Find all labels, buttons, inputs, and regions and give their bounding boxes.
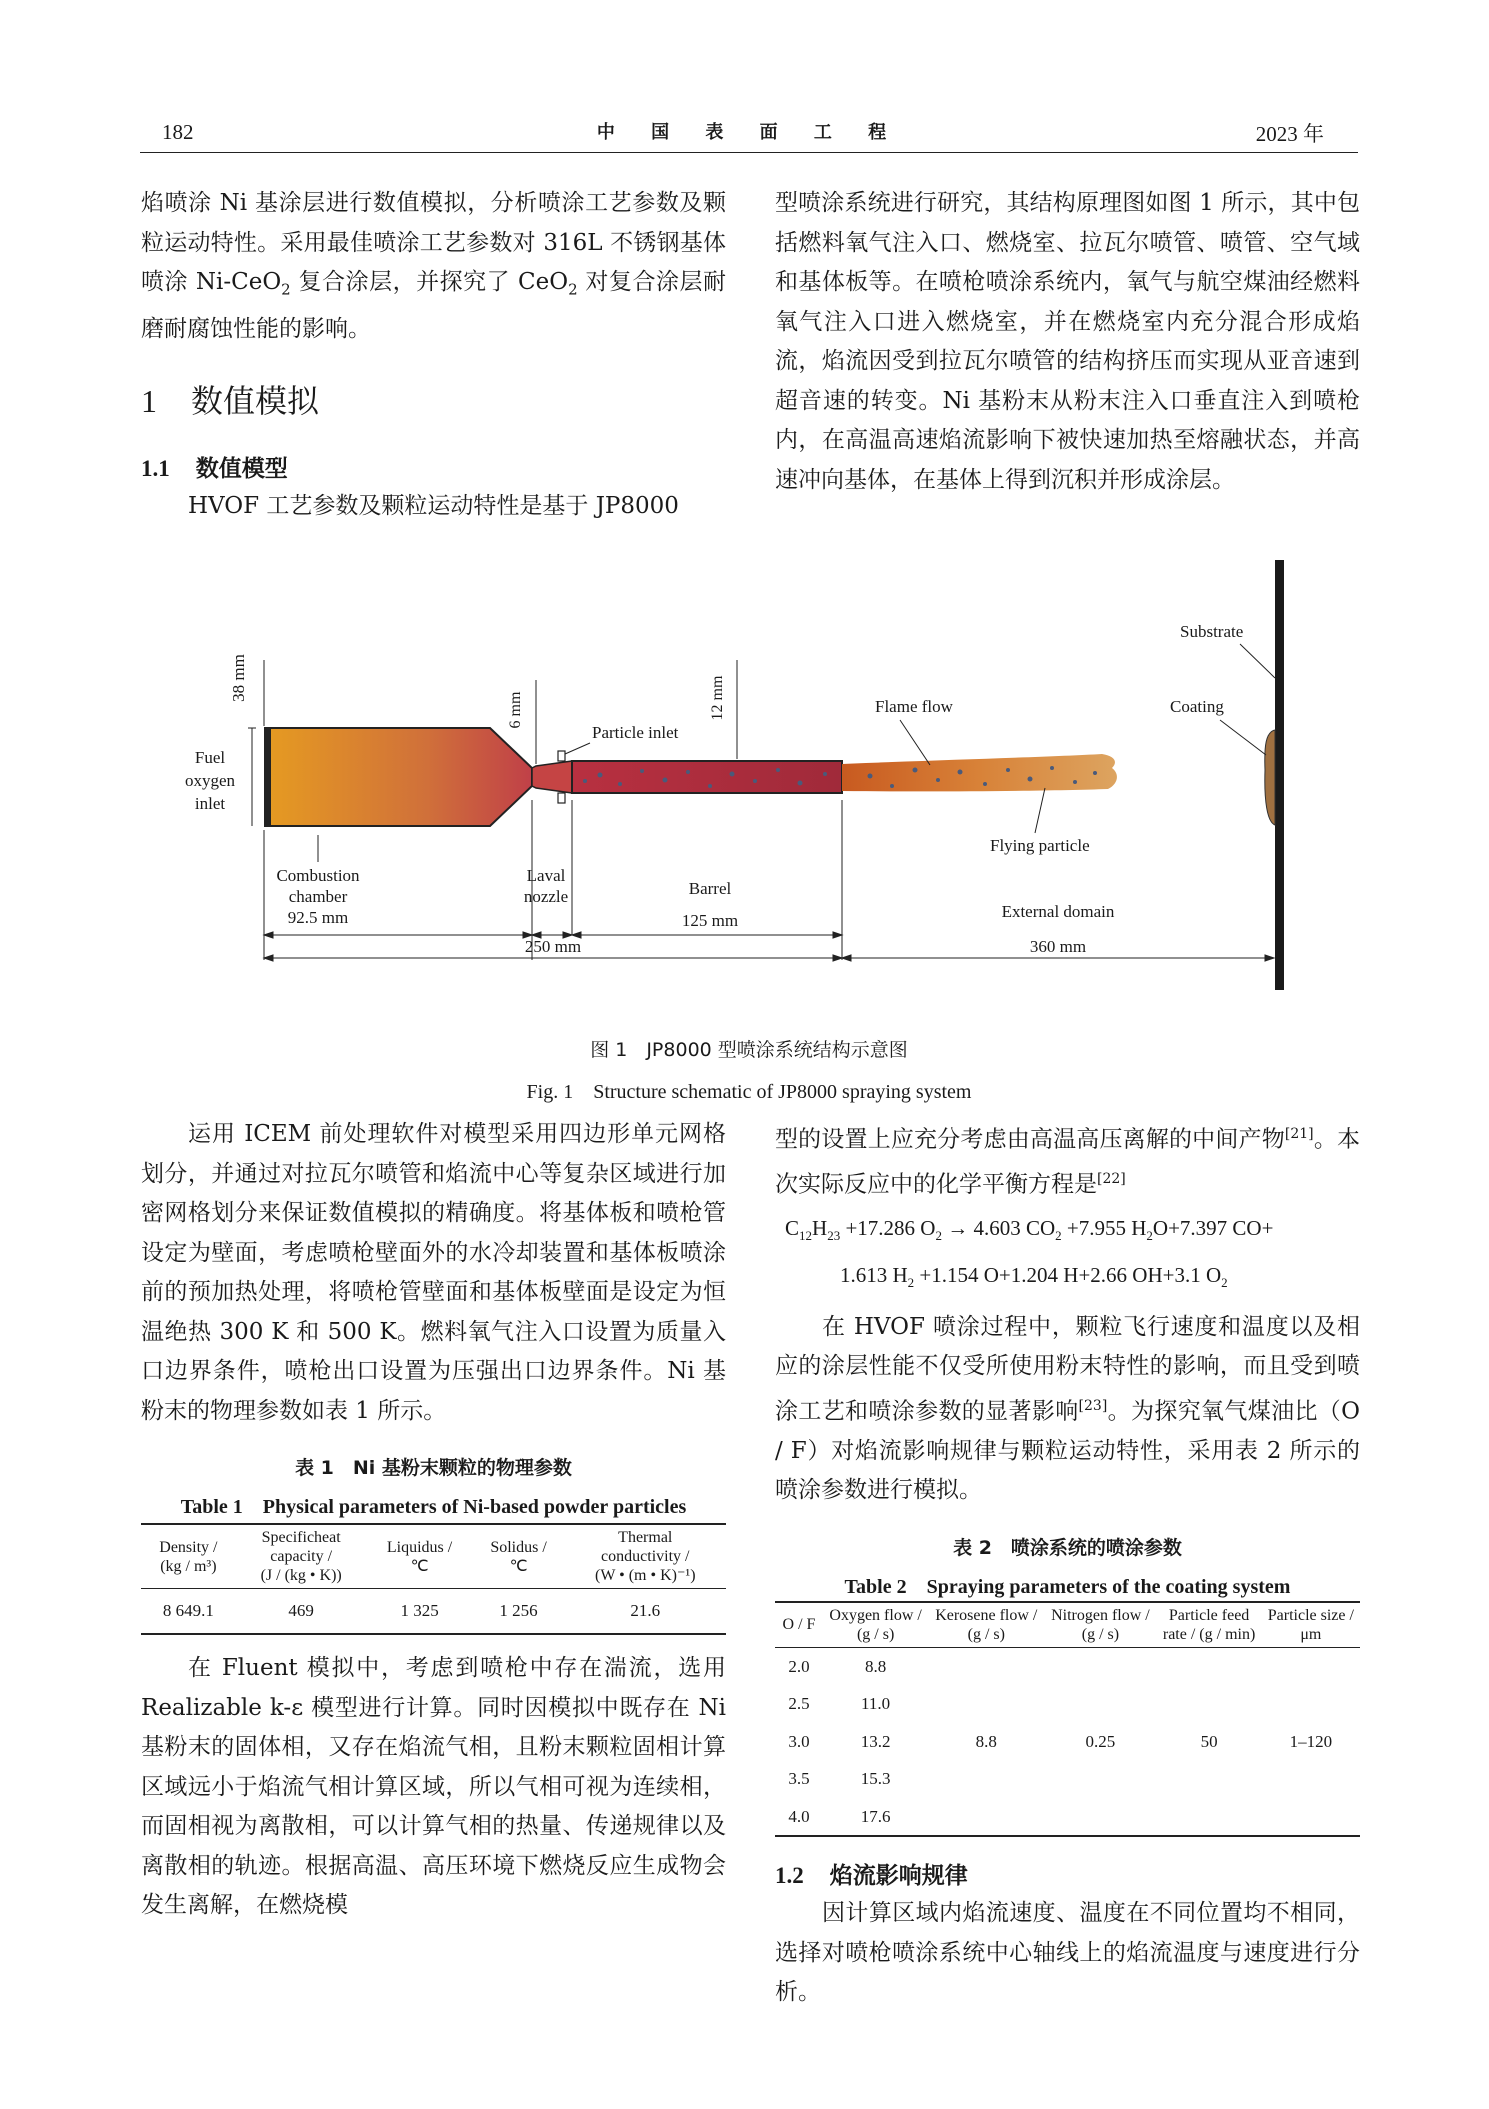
table1-caption-en: Table 1 Physical parameters of Ni-based powder particles — [180, 1496, 687, 1518]
particle-inlet-bottom — [558, 793, 565, 803]
left-column-top — [141, 184, 726, 526]
subsection-heading-1-2: 1.2 焰流影响规律 — [775, 1863, 968, 1890]
right-column-lower — [775, 1115, 1360, 2013]
right-column-top — [775, 184, 1360, 500]
substrate-plate — [1275, 560, 1284, 990]
combustion-label-1: Combustion — [276, 866, 360, 885]
fluent-paragraph: 在 Fluent 模拟中，考虑到喷枪中存在湍流，选用 Realizable k-ε 模型进行计算。同时因模拟中既存在 Ni 基粉末的固体相，又存在焰流气相，且粉末颗粒固相计算区域远小于焰流气相计算区域，所以气相可视为连续相，而固相视为离散相，可以计算气相的热量、传递规律以及离散相的轨迹。根据高温、高压环境下燃烧反应生成物会发生离解，在燃烧模 — [141, 1655, 726, 1918]
figure-caption-en: Fig. 1 Structure schematic of JP8000 spraying system — [526, 1081, 972, 1103]
flying-particle-label: Flying particle — [990, 836, 1090, 855]
table-1 — [141, 1523, 726, 1635]
mesh-paragraph: 运用 ICEM 前处理软件对模型采用四边形单元网格划分，并通过对拉瓦尔喷管和焰流中心等复杂区域进行加密网格划分来保证数值模拟的精确度。将基体板和喷枪管设定为壁面，考虑喷枪壁面外的水冷却装置和基体板喷涂前的预加热处理，将喷枪管壁面和基体板壁面是设定为恒温绝热 300 K 和 500 K。燃料氧气注入口设置为质量入口边界条件，喷枪出口设置为压强出口边界条件。Ni 基粉末的物理参数如表 1 所示。 — [141, 1121, 726, 1424]
model-paragraph: HVOF 工艺参数及颗粒运动特性是基于 JP8000 — [188, 492, 679, 519]
flame-flow-label: Flame flow — [875, 697, 953, 716]
left-column-lower — [141, 1115, 726, 1926]
barrel-label: Barrel — [688, 879, 732, 898]
t2-header-of: O / F — [782, 1616, 816, 1634]
table1-caption-cn: 表 1 Ni 基粉末颗粒的物理参数 — [295, 1457, 572, 1479]
equation-line-2: 1.613 $H_2 +1.154$ O+1.204 H+2.66 OH+3.1 $O_2$ — [840, 1262, 1228, 1290]
t2-header-size: Particle size / μm — [1267, 1606, 1354, 1643]
running-header — [140, 118, 1358, 153]
table-row: 2.5 11.0 — [788, 1694, 891, 1714]
table-row: 3.5 15.3 — [788, 1769, 891, 1789]
t2-header-feed: Particle feed rate / (g / min) — [1162, 1606, 1256, 1643]
table-row: 2.0 8.8 8.8 0.25 50 1–120 — [788, 1656, 1333, 1751]
combustion-chamber — [270, 728, 532, 826]
page-number: 182 — [162, 120, 194, 144]
flame-paragraph: 因计算区域内焰流速度、温度在不同位置均不相同，选择对喷枪喷涂系统中心轴线上的焰流温度与速度进行分析。 — [775, 1900, 1360, 2006]
coating-layer — [1265, 730, 1275, 825]
t1-header-heat: Specificheat capacity / (J / (kg • K)) — [260, 1529, 342, 1584]
section-heading-1: 1 数值模拟 — [141, 381, 320, 420]
combustion-label-2: chamber — [288, 887, 348, 906]
dim-125mm: 125 mm — [681, 911, 739, 930]
dim-250mm: 250 mm — [524, 937, 582, 956]
figure-caption-cn: 图 1 JP8000 型喷涂系统结构示意图 — [590, 1039, 908, 1061]
dim-6mm: 6 mm — [507, 691, 524, 729]
particle-inlet-top — [558, 751, 565, 761]
table-row: 8 649.1 469 1 325 1 256 21.6 — [162, 1601, 661, 1620]
particle-inlet-label: Particle inlet — [592, 723, 679, 742]
table-row: 3.0 13.2 — [788, 1731, 891, 1751]
combustion-label-3: 92.5 mm — [287, 908, 349, 927]
figure-1-schematic — [180, 560, 1310, 990]
laval-label-2: nozzle — [523, 887, 569, 906]
system-paragraph: 型喷涂系统进行研究，其结构原理图如图 1 所示，其中包括燃料氧气注入口、燃烧室、拉瓦尔喷管、喷管、空气域和基体板等。在喷枪喷涂系统内，氧气与航空煤油经燃料氧气注入口进入燃烧室，并在燃烧室内充分混合形成焰流，焰流因受到拉瓦尔喷管的结构挤压而实现从亚音速到超音速的转变。Ni 基粉末从粉末注入口垂直注入到喷枪内，在高温高速焰流影响下被快速加热至熔融状态，并高速冲向基体，在基体上得到沉积并形成涂层。 — [775, 190, 1360, 493]
dim-12mm: 12 mm — [709, 675, 726, 721]
flame-flow — [842, 754, 1117, 791]
table-row: 4.0 17.6 — [788, 1806, 891, 1826]
t1-header-density: Density / (kg / m³) — [159, 1538, 218, 1575]
laval-nozzle — [532, 761, 572, 793]
equation-intro: 型的设置上应充分考虑由高温高压离解的中间产物[21]。本次实际反应中的化学平衡方程是[22] — [775, 1126, 1361, 1198]
table-2 — [775, 1601, 1360, 1838]
table2-caption-en: Table 2 Spraying parameters of the coating system — [844, 1575, 1291, 1598]
t2-header-oxygen: Oxygen flow / (g / s) — [829, 1606, 922, 1643]
t1-header-liquidus: Liquidus / ℃ — [386, 1538, 453, 1575]
hvof-paragraph: 在 HVOF 喷涂过程中，颗粒飞行速度和温度以及相应的涂层性能不仅受所使用粉末特性的影响，而且受到喷涂工艺和喷涂参数的显著影响[23]。为探究氧气煤油比（O / F）对焰流影响规律与颗粒运动特性，采用表 2 所示的喷涂参数进行模拟。 — [775, 1313, 1360, 1504]
table2-caption-cn: 表 2 喷涂系统的喷涂参数 — [953, 1536, 1182, 1559]
coating-label: Coating — [1170, 697, 1224, 716]
fuel-label-3: inlet — [194, 794, 226, 813]
t2-header-kerosene: Kerosene flow / (g / s) — [935, 1606, 1038, 1643]
laval-label-1: Laval — [526, 866, 566, 885]
t2-header-nitrogen: Nitrogen flow / (g / s) — [1051, 1606, 1150, 1643]
intro-paragraph: 焰喷涂 Ni 基涂层进行数值模拟，分析喷涂工艺参数及颗粒运动特性。采用最佳喷涂工艺参数对 316L 不锈钢基体喷涂 Ni-CeO$_2$ 复合涂层，并探究了 CeO$_2$ 对复合涂层耐磨耐腐蚀性能的影响。 — [141, 190, 727, 343]
fuel-label-2: oxygen — [184, 771, 236, 790]
fuel-label-1: Fuel — [194, 748, 226, 767]
subsection-heading-1-1: 1.1 数值模型 — [141, 455, 288, 482]
t1-header-conductivity: Thermal conductivity / (W • (m • K)⁻¹) — [594, 1529, 696, 1584]
t1-header-solidus: Solidus / ℃ — [490, 1538, 547, 1575]
barrel — [572, 761, 842, 793]
journal-title: 中 国 表 面 工 程 — [596, 122, 902, 143]
year: 2023 年 — [1255, 122, 1324, 146]
dim-360mm: 360 mm — [1029, 937, 1087, 956]
dim-38mm: 38 mm — [229, 654, 248, 702]
equation-line-1: $C_{12}H_{23} +17.286$ $O_2 \to 4.603$ $CO_2 +7.955$ $H_2O+7.397$ CO+ — [785, 1216, 1274, 1244]
substrate-label: Substrate — [1180, 622, 1244, 641]
external-domain-label: External domain — [1001, 902, 1115, 921]
